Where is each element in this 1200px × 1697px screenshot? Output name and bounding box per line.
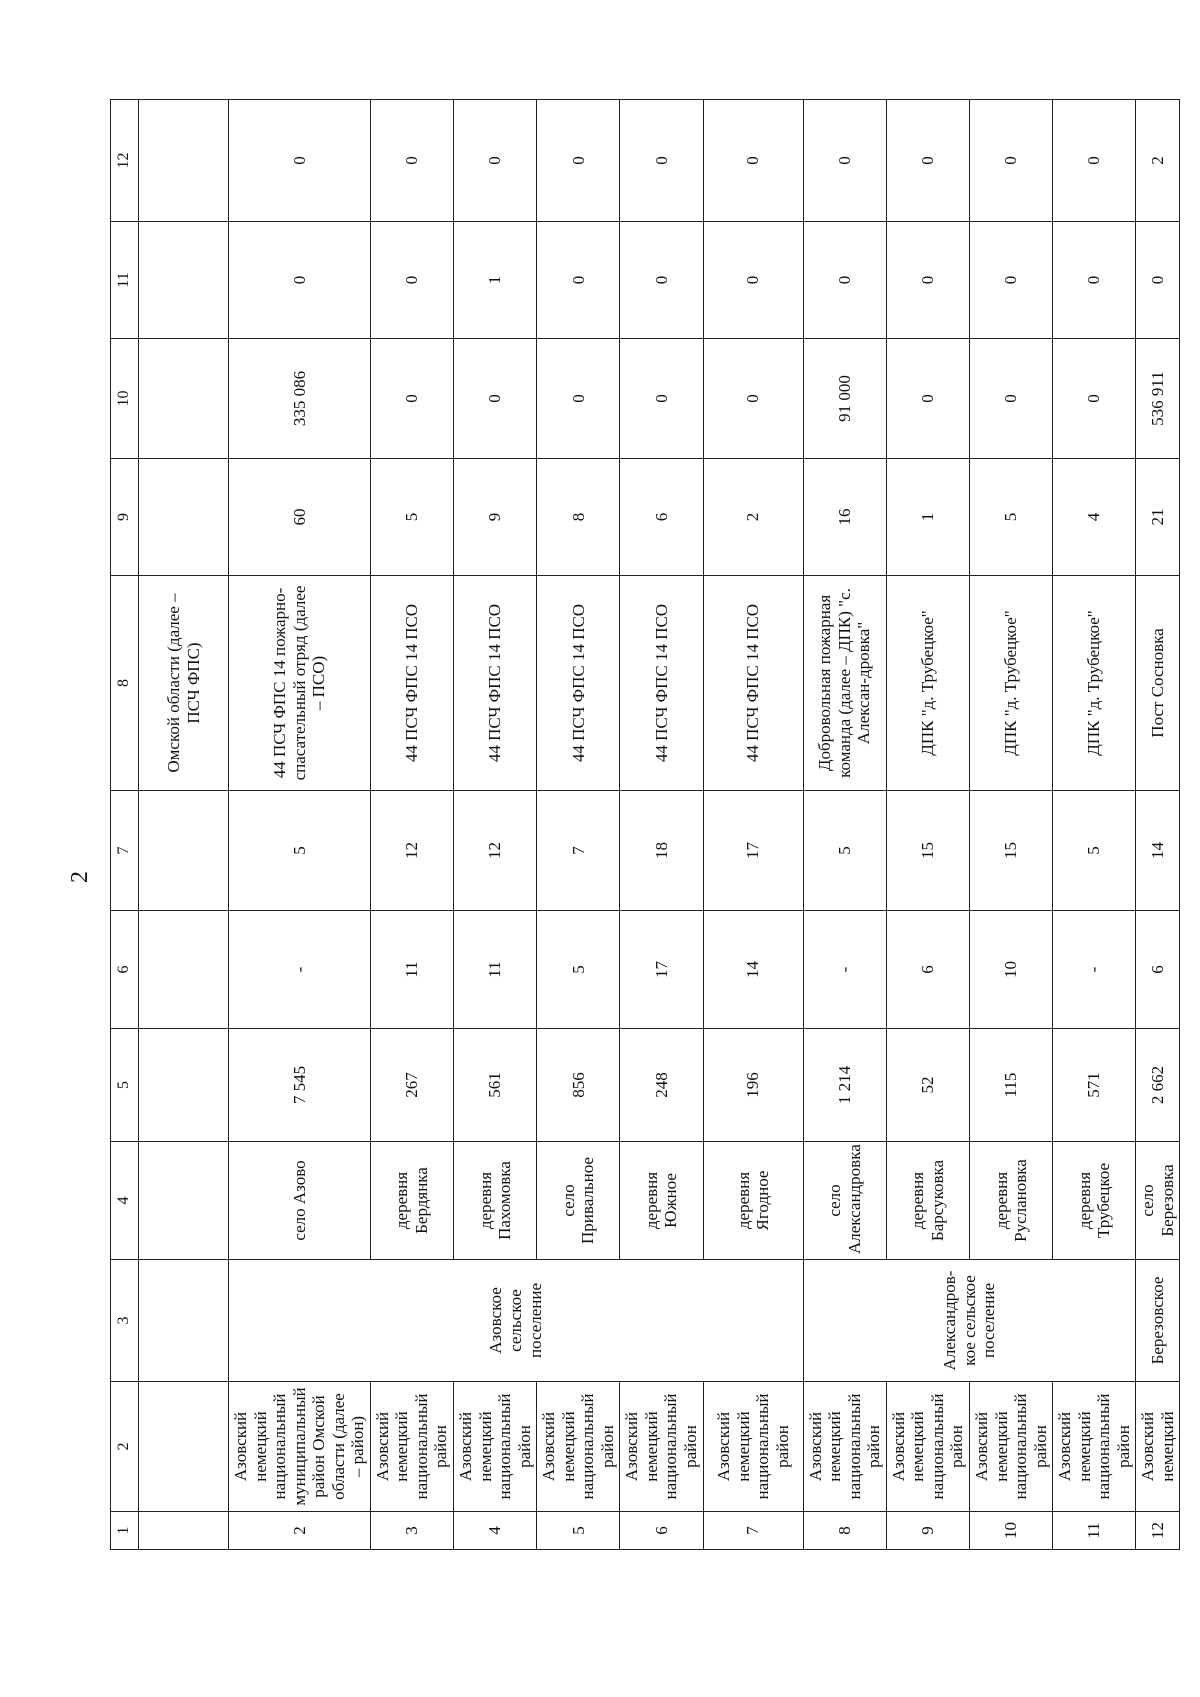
column-number-row: [111, 100, 139, 1550]
cell-col-10: 536 911: [1136, 339, 1180, 459]
settlement-cell: Азовское сельское поселение: [229, 1260, 804, 1382]
cell-col-5: 2 662: [1136, 1029, 1180, 1142]
cell-col-2: Азовский немецкий национальный муниципальный район Омской области (далее – район): [229, 1382, 371, 1512]
cell-col-4: деревня Руслановка: [969, 1142, 1052, 1260]
cell-col-5: 7 545: [229, 1029, 371, 1142]
column-number-10: 10: [111, 339, 139, 459]
cell-col-10: 91 000: [803, 339, 886, 459]
cell-col-7: 5: [803, 791, 886, 911]
cell-col-2: Азовский немецкий национальный район: [620, 1382, 703, 1512]
rotated-table-wrapper: [110, 100, 1177, 1550]
cell-col-1: 12: [1136, 1512, 1180, 1550]
table-row: [1136, 100, 1180, 1550]
cell-col-9: 9: [454, 459, 537, 576]
cell-col-10: 0: [703, 339, 803, 459]
cell-col-11: 0: [537, 222, 620, 339]
cell-col-4: деревня Пахомовка: [454, 1142, 537, 1260]
continuation-cell-8: Омской области (далее – ПСЧ ФПС): [139, 576, 229, 791]
cell-col-6: 6: [886, 911, 969, 1029]
cell-col-8: ДПК "д. Трубецкое": [969, 576, 1052, 791]
continuation-cell-5: [139, 1029, 229, 1142]
column-number-11: 11: [111, 222, 139, 339]
cell-col-10: 0: [537, 339, 620, 459]
column-number-3: 3: [111, 1260, 139, 1382]
cell-col-10: 0: [454, 339, 537, 459]
cell-col-4: деревня Южное: [620, 1142, 703, 1260]
cell-col-10: 335 086: [229, 339, 371, 459]
continuation-cell-1: [139, 1512, 229, 1550]
cell-col-9: 8: [537, 459, 620, 576]
cell-col-11: 0: [703, 222, 803, 339]
column-number-2: 2: [111, 1382, 139, 1512]
cell-col-12: 0: [370, 100, 453, 222]
cell-col-11: 0: [803, 222, 886, 339]
cell-col-9: 5: [370, 459, 453, 576]
cell-col-5: 1 214: [803, 1029, 886, 1142]
cell-col-9: 21: [1136, 459, 1180, 576]
cell-col-11: 0: [370, 222, 453, 339]
cell-col-12: 0: [969, 100, 1052, 222]
cell-col-2: Азовский немецкий национальный район: [370, 1382, 453, 1512]
cell-col-1: 9: [886, 1512, 969, 1550]
continuation-cell-4: [139, 1142, 229, 1260]
cell-col-8: ДПК "д. Трубецкое": [886, 576, 969, 791]
cell-col-2: Азовский немецкий национальный район: [803, 1382, 886, 1512]
cell-col-7: 12: [370, 791, 453, 911]
settlement-cell: Березовское: [1136, 1260, 1180, 1382]
cell-col-2: Азовский немецкий национальный район: [703, 1382, 803, 1512]
cell-col-8: 44 ПСЧ ФПС 14 пожарно-спасательный отряд (далее – ПСО): [229, 576, 371, 791]
cell-col-5: 267: [370, 1029, 453, 1142]
cell-col-8: 44 ПСЧ ФПС 14 ПСО: [454, 576, 537, 791]
cell-col-1: 7: [703, 1512, 803, 1550]
cell-col-4: село Азово: [229, 1142, 371, 1260]
cell-col-10: 0: [1053, 339, 1136, 459]
cell-col-10: 0: [969, 339, 1052, 459]
cell-col-7: 5: [229, 791, 371, 911]
cell-col-10: 0: [620, 339, 703, 459]
cell-col-5: 571: [1053, 1029, 1136, 1142]
cell-col-7: 12: [454, 791, 537, 911]
cell-col-8: 44 ПСЧ ФПС 14 ПСО: [620, 576, 703, 791]
column-number-6: 6: [111, 911, 139, 1029]
table-row: [803, 100, 886, 1550]
page-number: 2: [67, 871, 93, 883]
cell-col-7: 14: [1136, 791, 1180, 911]
cell-col-1: 8: [803, 1512, 886, 1550]
cell-col-6: 10: [969, 911, 1052, 1029]
cell-col-6: 17: [620, 911, 703, 1029]
cell-col-6: 5: [537, 911, 620, 1029]
cell-col-7: 7: [537, 791, 620, 911]
cell-col-9: 6: [620, 459, 703, 576]
cell-col-6: 11: [454, 911, 537, 1029]
cell-col-12: 0: [620, 100, 703, 222]
cell-col-4: село Привальное: [537, 1142, 620, 1260]
cell-col-10: 0: [886, 339, 969, 459]
cell-col-5: 52: [886, 1029, 969, 1142]
cell-col-4: село Александровка: [803, 1142, 886, 1260]
cell-col-5: 248: [620, 1029, 703, 1142]
column-number-7: 7: [111, 791, 139, 911]
cell-col-9: 5: [969, 459, 1052, 576]
cell-col-4: село Березовка: [1136, 1142, 1180, 1260]
column-number-4: 4: [111, 1142, 139, 1260]
column-number-1: 1: [111, 1512, 139, 1550]
continuation-cell-9: [139, 459, 229, 576]
cell-col-6: -: [1053, 911, 1136, 1029]
cell-col-9: 4: [1053, 459, 1136, 576]
cell-col-8: Добровольная пожарная команда (далее – ДПК) "с. Алексан-дровка": [803, 576, 886, 791]
cell-col-2: Азовский немецкий национальный район: [1053, 1382, 1136, 1512]
cell-col-4: деревня Бердянка: [370, 1142, 453, 1260]
cell-col-7: 15: [969, 791, 1052, 911]
cell-col-12: 0: [454, 100, 537, 222]
cell-col-1: 6: [620, 1512, 703, 1550]
cell-col-5: 561: [454, 1029, 537, 1142]
cell-col-1: 5: [537, 1512, 620, 1550]
column-number-5: 5: [111, 1029, 139, 1142]
cell-col-11: 0: [969, 222, 1052, 339]
cell-col-12: 2: [1136, 100, 1180, 222]
continuation-cell-11: [139, 222, 229, 339]
cell-col-2: Азовский немецкий: [1136, 1382, 1180, 1512]
cell-col-5: 856: [537, 1029, 620, 1142]
cell-col-2: Азовский немецкий национальный район: [537, 1382, 620, 1512]
cell-col-1: 2: [229, 1512, 371, 1550]
cell-col-9: 1: [886, 459, 969, 576]
cell-col-12: 0: [1053, 100, 1136, 222]
cell-col-1: 10: [969, 1512, 1052, 1550]
continuation-row: [139, 100, 229, 1550]
cell-col-7: 15: [886, 791, 969, 911]
continuation-cell-6: [139, 911, 229, 1029]
cell-col-6: -: [229, 911, 371, 1029]
cell-col-10: 0: [370, 339, 453, 459]
cell-col-9: 60: [229, 459, 371, 576]
cell-col-8: 44 ПСЧ ФПС 14 ПСО: [703, 576, 803, 791]
cell-col-6: 11: [370, 911, 453, 1029]
continuation-cell-7: [139, 791, 229, 911]
cell-col-7: 5: [1053, 791, 1136, 911]
settlements-fire-table: [110, 99, 1180, 1550]
continuation-cell-3: [139, 1260, 229, 1382]
column-number-9: 9: [111, 459, 139, 576]
cell-col-2: Азовский немецкий национальный район: [454, 1382, 537, 1512]
cell-col-11: 0: [1136, 222, 1180, 339]
cell-col-8: Пост Сосновка: [1136, 576, 1180, 791]
cell-col-8: 44 ПСЧ ФПС 14 ПСО: [537, 576, 620, 791]
cell-col-7: 17: [703, 791, 803, 911]
cell-col-11: 0: [1053, 222, 1136, 339]
column-number-8: 8: [111, 576, 139, 791]
cell-col-6: 6: [1136, 911, 1180, 1029]
cell-col-5: 115: [969, 1029, 1052, 1142]
cell-col-11: 0: [886, 222, 969, 339]
cell-col-11: 0: [229, 222, 371, 339]
continuation-cell-10: [139, 339, 229, 459]
table-row: [229, 100, 371, 1550]
cell-col-8: 44 ПСЧ ФПС 14 ПСО: [370, 576, 453, 791]
cell-col-1: 3: [370, 1512, 453, 1550]
cell-col-2: Азовский немецкий национальный район: [969, 1382, 1052, 1512]
cell-col-1: 4: [454, 1512, 537, 1550]
cell-col-9: 16: [803, 459, 886, 576]
cell-col-4: деревня Ягодное: [703, 1142, 803, 1260]
cell-col-6: 14: [703, 911, 803, 1029]
continuation-cell-12: [139, 100, 229, 222]
settlement-cell: Александров-кое сельское поселение: [803, 1260, 1136, 1382]
cell-col-7: 18: [620, 791, 703, 911]
cell-col-4: деревня Барсуковка: [886, 1142, 969, 1260]
cell-col-12: 0: [537, 100, 620, 222]
cell-col-1: 11: [1053, 1512, 1136, 1550]
cell-col-12: 0: [803, 100, 886, 222]
column-number-12: 12: [111, 100, 139, 222]
cell-col-2: Азовский немецкий национальный район: [886, 1382, 969, 1512]
cell-col-12: 0: [703, 100, 803, 222]
cell-col-5: 196: [703, 1029, 803, 1142]
continuation-cell-2: [139, 1382, 229, 1512]
cell-col-8: ДПК "д. Трубецкое": [1053, 576, 1136, 791]
cell-col-9: 2: [703, 459, 803, 576]
cell-col-6: -: [803, 911, 886, 1029]
cell-col-12: 0: [886, 100, 969, 222]
cell-col-4: деревня Трубецкое: [1053, 1142, 1136, 1260]
cell-col-11: 0: [620, 222, 703, 339]
cell-col-11: 1: [454, 222, 537, 339]
cell-col-12: 0: [229, 100, 371, 222]
